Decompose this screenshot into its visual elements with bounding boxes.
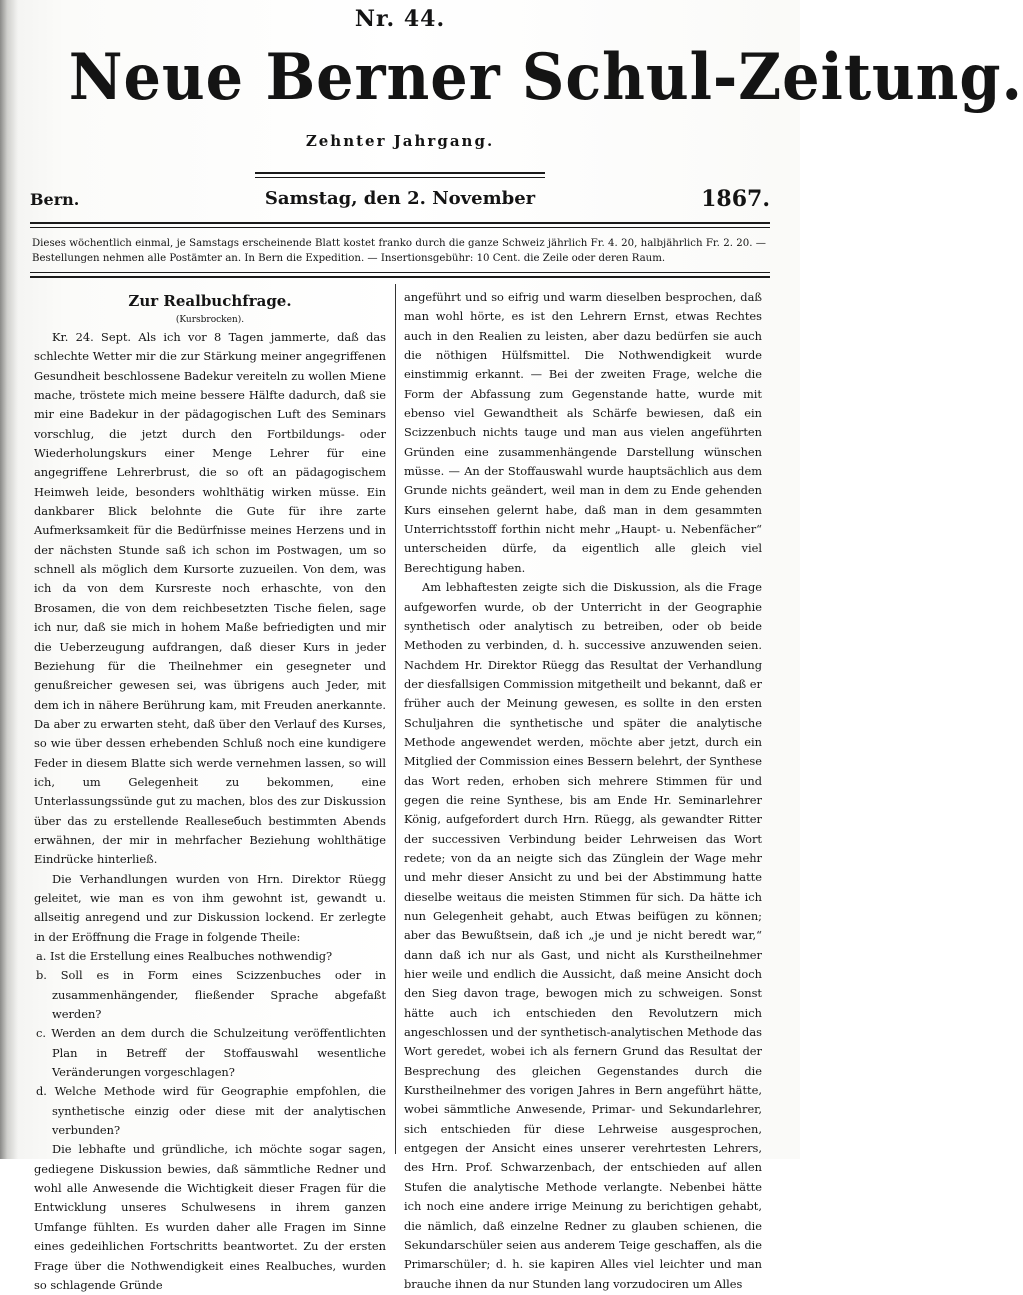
column-right	[404, 288, 762, 1291]
column-divider	[395, 284, 396, 1154]
rule-under-notice-1	[30, 272, 770, 273]
question-item-c: c. Werden an dem durch die Schulzeitung veröffentlichten Plan in Betreff der Stoffauswahl wesentliche Veränderungen vorgeschlagen?	[36, 1026, 386, 1080]
question-item-a: a. Ist die Erstellung eines Realbuches nothwendig?	[36, 949, 333, 963]
column-left	[34, 288, 386, 1292]
article-title: Zur Realbuchfrage.	[128, 292, 292, 310]
rule-under-dateline-2	[30, 227, 770, 228]
paragraph: Die lebhafte und gründliche, ich möchte sogar sagen, gediegene Diskussion bewies, daß sämmtliche Redner und wohl alle Anwesende die Wichtigkeit dieser Fragen für die Entwicklung unseres Schulwesens in ihrem ganzen Umfange fühlten. Es wurden daher alle Fragen im Sinne eines gedeihlichen Fortschritts beantwortet. Zu der ersten Frage über die Nothwendigkeit eines Realbuches, wurden so schlagende Gründe	[34, 1142, 386, 1292]
paragraph: Die Verhandlungen wurden von Hrn. Direktor Rüegg geleitet, wie man es von ihm gewohnt ist, gewandt u. allseitig anregend und zur Diskussion lockend. Er zerlegte in der Eröffnung die Frage in folgende Theile:	[34, 871, 386, 944]
rule-top-2	[255, 177, 545, 178]
subscription-notice: Dieses wöchentlich einmal, je Samstags erscheinende Blatt kostet franko durch die ganze Schweiz jährlich Fr. 4. 20, halbjährlich Fr. 2. 20. — Bestellungen nehmen alle Postämter an. In Bern die Expedition. — Insertionsgebühr: 10 Cent. die Zeile oder deren Raum.	[32, 238, 766, 264]
place-of-publication: Bern.	[30, 190, 80, 209]
paragraph: angeführt und so eifrig und warm dieselben besprochen, daß man wohl hörte, es ist den Lehrern Ernst, etwas Rechtes auch in den Realien zu leisten, aber dazu bedürfen sie auch die nöthigen Hülfsmittel. Die Nothwendigkeit wurde einstimmig erkannt. — Bei der zweiten Frage, welche die Form der Abfassung zum Gegenstande hatte, wurde mit ebenso viel Gewandtheit als Schärfe bewiesen, daß ein Scizzenbuch nichts tauge und man aus vielen angeführten Gründen eine zusammenhängende Darstellung wünschen müsse. — An der Stoffauswahl wurde hauptsächlich aus dem Grunde nichts geändert, weil man in dem zu Ende gehenden Kurs einsehen gelernt habe, daß man in dem gesammten Unterrichtsstoff forthin nicht mehr „Haupt- u. Nebenfächer“ unterscheiden dürfe, da eigentlich alle gleich viel Berechtigung haben.	[404, 290, 762, 575]
masthead-title: Neue Berner Schul-Zeitung.	[68, 40, 1023, 115]
paragraph: Kr. 24. Sept. Als ich vor 8 Tagen jammerte, daß das schlechte Wetter mir die zur Stärkung meiner angegriffenen Gesundheit beschlossene Badekur vereiteln zu wollen Miene mache, tröstete mich meine bessere Hälfte dadurch, daß sie mir eine Badekur in der pädagogischen Luft des Seminars vorschlug, die jetzt durch den Fortbildungs- oder Wiederholungskurs einer Menge Lehrer für eine angegriffene Lehrerbrust, die so oft an pädagogischem Heimweh leide, besonders wohlthätig wirken müsse. Ein dankbarer Blick belohnte die Gute für ihre zarte Aufmerksamkeit für die Bedürfnisse meines Herzens und in der nächsten Stunde saß ich schon im Postwagen, um so schnell als möglich dem Kursorte zuzueilen. Von dem, was ich da von dem Kursreste noch erhaschte, von den Brosamen, die von dem reichbesetzten Tische fielen, sage ich nur, daß sie mich in hohem Maße befriedigten und mir die Ueberzeugung aufdrangen, daß dieser Kurs in jeder Beziehung für die Theilnehmer ein gesegneter und genußreicher gewesen sei, was übrigens auch Jeder, mit dem ich in nähere Berührung kam, mit Freuden anerkannte. Da aber zu erwarten steht, daß über den Verlauf des Kurses, so wie über dessen erhebenden Schluß noch eine kundigere Feder in diesem Blatte sich werde vernehmen lassen, so will ich, um Gelegenheit zu bekommen, eine Unterlassungssünde gut zu machen, blos des zur Diskussion über das zu erstellende Realleseбuch bestimmten Abends erwähnen, der mir in mehrfacher Beziehung wohlthätige Eindrücke hinterließ.	[34, 330, 386, 867]
paragraph: Am lebhaftesten zeigte sich die Diskussion, als die Frage aufgeworfen wurde, ob der Unterricht in der Geographie synthetisch oder analytisch zu betreiben, oder ob beide Methoden zu verbinden, d. h. successive anzuwenden seien. Nachdem Hr. Direktor Rüegg das Resultat der Verhandlung der diesfallsigen Commission mitgetheilt und bekannt, daß er früher auch der Meinung gewesen, es sollte in den ersten Schuljahren die synthetische und später die analytische Methode angewendet werden, möchte aber jetzt, durch ein Mitglied der Commission eines Bessern belehrt, der Synthese das Wort reden, erhoben sich mehrere Stimmen für und gegen die reine Synthese, bis am Ende Hr. Seminarlehrer König, aufgefordert durch Hrn. Rüegg, als gewandter Ritter der successiven Verbindung beider Lehrweisen das Wort redete; von da an neigte sich das Zünglein der Wage mehr und mehr dieser Ansicht zu und bei der Abstimmung hatte dieselbe weitaus die meisten Stimmen für sich. Da hätte ich nun Gelegenheit gehabt, auch Etwas beifügen zu können; aber das Bewußtsein, daß ich „je und je nicht beredt war,“ dann daß ich nur als Gast, und nicht als Kurstheilnehmer hier weile und endlich die Aussicht, daß meine Ansicht doch den Sieg davon trage, bewogen mich zu schweigen. Sonst hätte auch ich entschieden den Revolutzern mich angeschlossen und der synthetisch-analytischen Methode das Wort geredet, wobei ich als fernern Grund das Resultat der Besprechung des gleichen Gegenstandes durch die Kurstheilnehmer des vorigen Jahres in Bern angeführt hätte, wobei sämmtliche Anwesende, Primar- und Sekundarlehrer, sich entschieden für diese Lehrweise ausgesprochen, entgegen der Ansicht eines unserer verehrtesten Lehrers, des Hrn. Prof. Schwarzenbach, der entschieden auf allen Stufen die analytische Methode verlangte. Nebenbei hätte ich noch eine andere irrige Meinung zu berichtigen gehabt, die nämlich, daß einzelne Redner zu glauben schienen, die Sekundarschüler seien aus anderem Teige geschaffen, als die Primarschüler; d. h. sie kapiren Alles viel leichter und man brauche ihnen da nur Stunden lang vorzudociren um Alles	[404, 580, 762, 1291]
article-byline: (Kursbrocken).	[175, 315, 245, 325]
issue-date: Samstag, den 2. November	[264, 188, 536, 209]
rule-top-1	[255, 172, 545, 174]
page-binding-shadow	[0, 0, 18, 1159]
volume-line: Zehnter Jahrgang.	[305, 132, 495, 150]
question-item-b: b. Soll es in Form eines Scizzenbuches oder in zusammenhängender, fließender Sprache abgefaßt werden?	[36, 968, 386, 1022]
dateline	[30, 186, 770, 214]
rule-under-notice-2	[30, 276, 770, 278]
issue-number: Nr. 44.	[354, 6, 446, 32]
rule-under-dateline-1	[30, 222, 770, 224]
question-item-d: d. Welche Methode wird für Geographie empfohlen, die synthetische einzig oder diese mit der analytischen verbunden?	[36, 1084, 386, 1138]
issue-year: 1867.	[701, 186, 770, 212]
